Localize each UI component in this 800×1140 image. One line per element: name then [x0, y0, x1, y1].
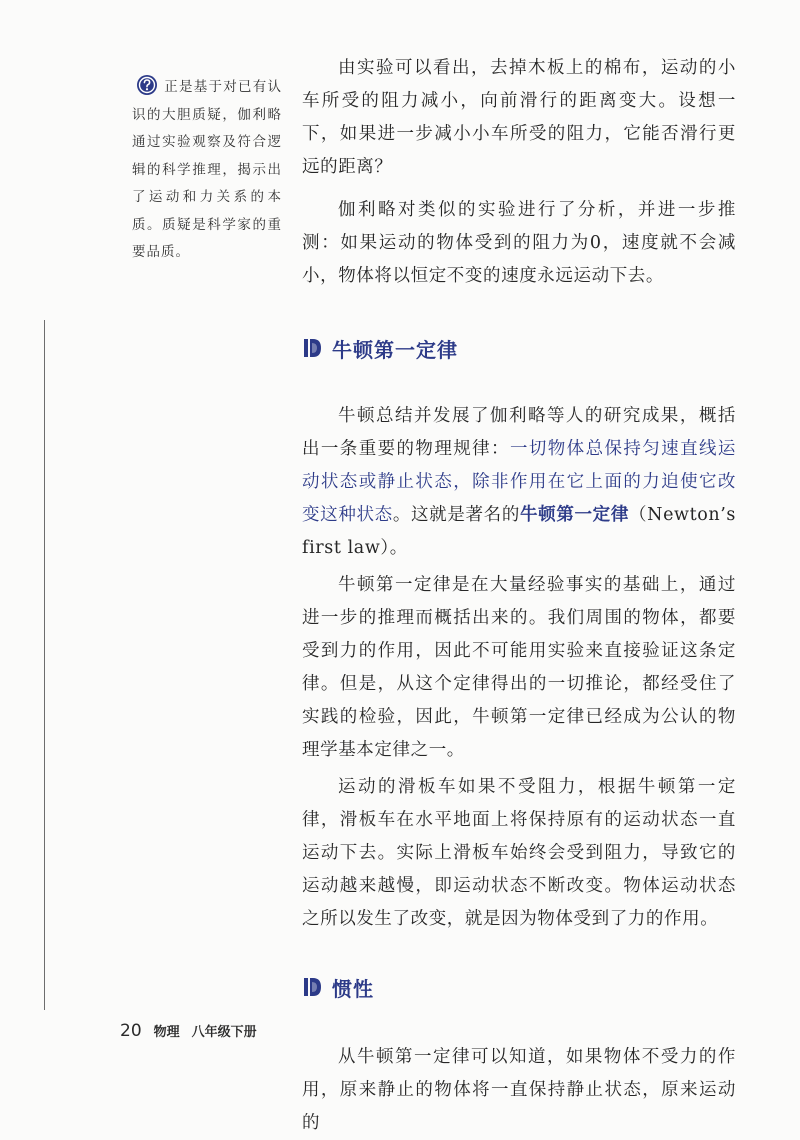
page-spine-line — [44, 320, 45, 1010]
section2-paragraph-1: 从牛顿第一定律可以知道，如果物体不受力的作用，原来静止的物体将一直保持静止状态，原来运动的 — [302, 1047, 736, 1133]
intro-paragraph-2: 伽利略对类似的实验进行了分析，并进一步推测：如果运动的物体受到的阻力为0，速度就不会减小，物体将以恒定不变的速度永远运动下去。 — [302, 200, 736, 286]
section-heading-newton-first-law — [304, 328, 736, 368]
page-number: 20 — [120, 1021, 142, 1041]
book-grade: 八年级下册 — [191, 1025, 257, 1040]
newton-law-term: 牛顿第一定律 — [520, 505, 630, 525]
section1-paragraph-3: 运动的滑板车如果不受阻力，根据牛顿第一定律，滑板车在水平地面上将保持原有的运动状态一直运动下去。实际上滑板车始终会受到阻力，导致它的运动越来越慢，即运动状态不断改变。物体运动状态之所以发生了改变，就是因为物体受到了力的作用。 — [302, 777, 736, 929]
section-marker-icon — [304, 338, 322, 358]
section1-paragraph-2: 牛顿第一定律是在大量经验事实的基础上，通过进一步的推理而概括出来的。我们周围的物体，都要受到力的作用，因此不可能用实验来直接验证这条定律。但是，从这个定律得出的一切推论，都经受住了实践的检验，因此，牛顿第一定律已经成为公认的物理学基本定律之一。 — [302, 575, 736, 760]
question-mark-icon — [136, 74, 158, 96]
intro-paragraph-1: 由实验可以看出，去掉木板上的棉布，运动的小车所受的阻力减小，向前滑行的距离变大。设想一下，如果进一步减小小车所受的阻力，它能否滑行更远的距离？ — [302, 58, 736, 177]
section-heading-inertia — [304, 967, 736, 1007]
section-marker-icon — [304, 977, 322, 997]
page-footer — [120, 1021, 257, 1041]
main-content — [302, 52, 736, 1140]
section-title: 牛顿第一定律 — [332, 337, 458, 362]
book-title: 物理 — [153, 1025, 180, 1040]
margin-note-text: 正是基于对已有认识的大胆质疑，伽利略通过实验观察及符合逻辑的科学推理，揭示出了运动和力关系的本质。质疑是科学家的重要品质。 — [132, 79, 282, 260]
margin-note — [132, 74, 282, 267]
newton-law-paragraph — [302, 400, 736, 565]
newton-law-connector: 。这就是著名的 — [392, 505, 521, 525]
section-title: 惯性 — [332, 976, 374, 1001]
newton-law-statement: 一切物体总保持匀速直线运动状态或静止状态，除非作用在它上面的力迫使它改变这种状态 — [302, 439, 736, 525]
newton-law-intro: 牛顿总结并发展了伽利略等人的研究成果，概括出一条重要的物理规律： — [302, 406, 736, 459]
newton-law-english: （Newton’s first law）。 — [302, 505, 737, 558]
